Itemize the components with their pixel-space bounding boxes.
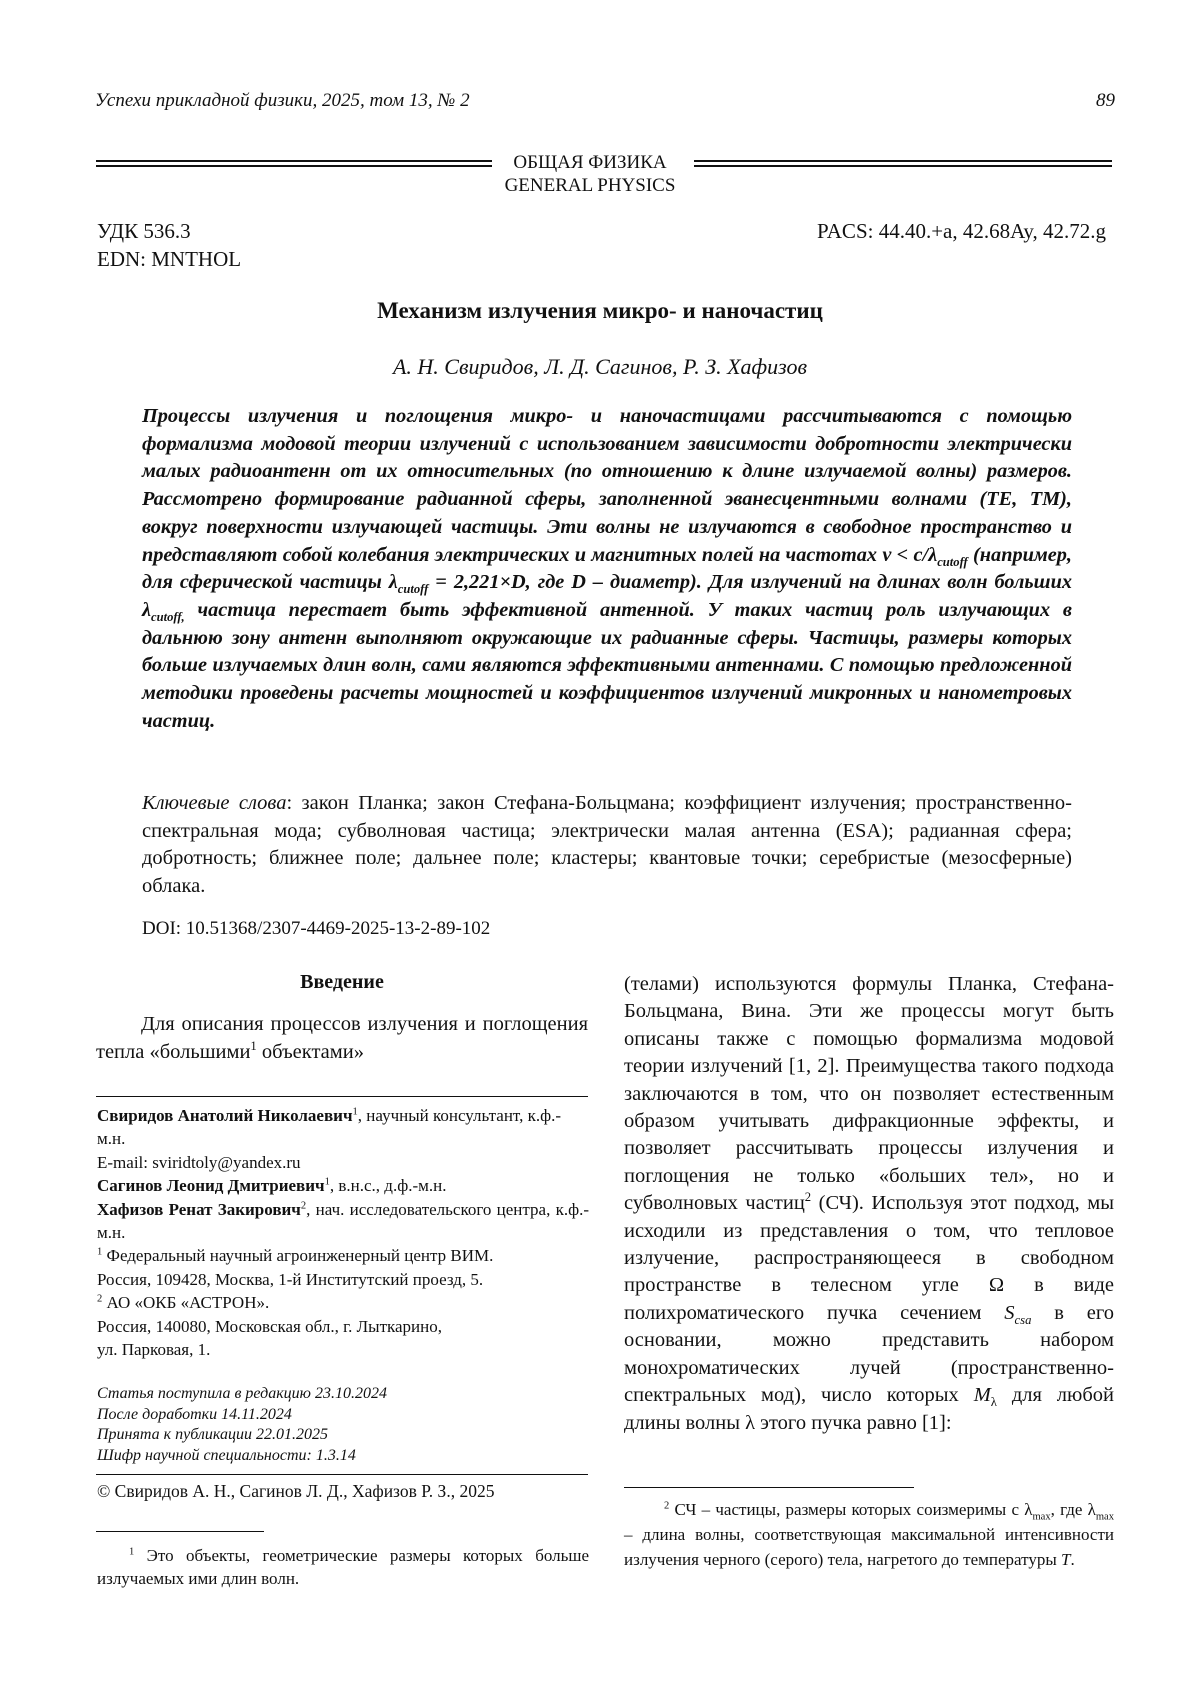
journal-citation: Успехи прикладной физики, 2025, том 13, № 2 <box>95 90 470 111</box>
section-title-ru: ОБЩАЯ ФИЗИКА <box>513 152 667 173</box>
keywords <box>142 790 1072 900</box>
edn-code: EDN: MNTHOL <box>97 247 242 271</box>
footnote-divider-left <box>96 1531 264 1532</box>
pacs-codes: PACS: 44.40.+a, 42.68Ay, 42.72.g <box>817 219 1106 243</box>
copyright: © Свиридов А. Н., Сагинов Л. Д., Хафизов Р. З., 2025 <box>97 1481 495 1501</box>
footnote-divider-right <box>624 1487 914 1488</box>
header-rule-right-1 <box>694 160 1112 162</box>
article-title: Механизм излучения микро- и наночастиц <box>377 298 823 323</box>
udk-code: УДК 536.3 <box>97 219 191 243</box>
footnote-2: $^2$ СЧ – частицы, размеры которых соизмеримы с $\lambda_{max}$, где $\lambda_{max}$ – длина волны, соответствующая максимальной интенсивности излучения черного (серого) тела, нагретого до температуры T. <box>624 1500 1114 1569</box>
article-dates: Статья поступила в редакцию 23.10.2024 После доработки 14.11.2024 Принята к публикации 22.01.2025 Шифр научной специальности: 1.3.14 <box>97 1385 387 1464</box>
copyright-divider <box>96 1474 588 1475</box>
article-authors: А. Н. Свиридов, Л. Д. Сагинов, Р. З. Хафизов <box>392 354 808 379</box>
footnote-1: $^1$ Это объекты, геометрические размеры которых больше излучаемых ими длин волн. <box>97 1546 589 1588</box>
keywords-list: : закон Планка; закон Стефана-Больцмана; коэффициент излучения; пространственно-спектральная мода; субволновая частица; электрически малая антенна (ESA); радианная сфера; добротность; ближнее поле; дальнее поле; кластеры; квантовые точки; серебристые (мезосферные) облака. <box>142 792 1072 897</box>
author-email: E-mail: sviridtoly@yandex.ru <box>97 1152 301 1172</box>
header-rule-left-2 <box>96 165 492 167</box>
intro-paragraph-left: Для описания процессов излучения и поглощения тепла «большими$^1$ объектами» <box>96 1013 588 1063</box>
header-rule-right-2 <box>694 165 1112 167</box>
abstract: Процессы излучения и поглощения микро- и наночастицами рассчитываются с помощью формализма модовой теории излучений с использованием зависимости добротности электрически малых радиоантенн от их относительных (по отношению к длине излучаемой волны) размеров. Рассмотрено формирование радианной сферы, заполненной эванесцентными волнами (TE, TM), вокруг поверхности излучающей частицы. Эти волны не излучаются в свободное пространство и представляют собой колебания электрических и магнитных полей на частотах $\nu < c/\lambda_{cutoff}$ (например, для сферической частицы $\lambda_{cutoff} = 2,221\times D$, где D – диаметр). Для излучений на длинах волн больших $\lambda_{cutoff,}$ частица перестает быть эффективной антенной. У таких частиц роль излучающих в дальнюю зону антенн выполняют окружающие их радианные сферы. Частицы, размеры которых больше излучаемых длин волн, сами являются эффективными антеннами. С помощью предложенной методики проведены расчеты мощностей и коэффициентов излучений микронных и нанометровых частиц. <box>142 405 1072 732</box>
section-title-en: GENERAL PHYSICS <box>504 175 676 196</box>
author-info-divider <box>96 1096 588 1097</box>
keywords-label: Ключевые слова <box>142 792 287 814</box>
page-number: 89 <box>1096 90 1115 111</box>
intro-paragraph-right: (телами) используются формулы Планка, Стефана-Больцмана, Вина. Эти же процессы могут быть описаны также с помощью формализма модовой теории излучений [1, 2]. Преимущества такого подхода заключаются в том, что он позволяет естественным образом учитывать дифракционные эффекты, и позволяет рассчитывать процессы излучения и поглощения не только «больших тел», но и субволновых частиц$^2$ (СЧ). Используя этот подход, мы исходили из представления о том, что тепловое излучение, распространяющееся в свободном пространстве в телесном угле Ω в виде полихроматического пучка сечением $S_{csa}$ в его основании, можно представить набором монохроматических лучей (пространственно-спектральных мод), число которых $M_\lambda$ для любой длины волны λ этого пучка равно [1]: <box>624 973 1114 1434</box>
header-rule-left-1 <box>96 160 492 162</box>
doi: DOI: 10.51368/2307-4469-2025-13-2-89-102 <box>142 918 491 939</box>
section-heading-introduction: Введение <box>300 971 384 993</box>
author-info: Свиридов Анатолий Николаевич$^1$, научный консультант, к.ф.-м.н. E-mail: sviridtoly@yandex.ru Сагинов Леонид Дмитриевич$^1$, в.н.с., д.ф.-м.н. Хафизов Ренат Закирович$^2$, нач. исследовательского центра, к.ф.-м.н. $^1$ Федеральный научный агроинженерный центр ВИМ. Россия, 109428, Москва, 1-й Институтский проезд, 5. $^2$ АО «ОКБ «АСТРОН». Россия, 140080, Московская обл., г. Лыткарино, ул. Парковая, 1. <box>97 1106 589 1360</box>
